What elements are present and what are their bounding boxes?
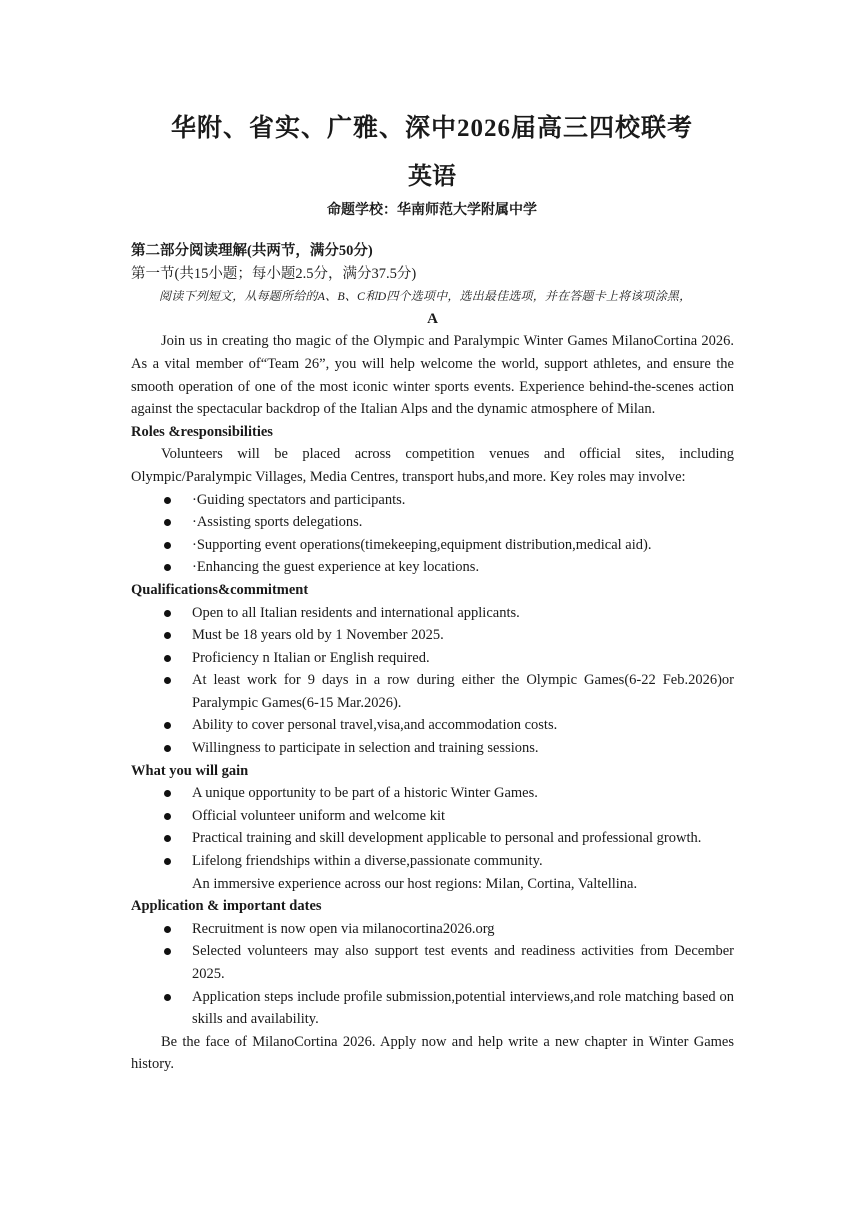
roles-item: ·Supporting event operations(timekeeping,equipment distribution,medical aid). bbox=[192, 536, 652, 553]
gain-heading: What you will gain bbox=[131, 762, 249, 779]
qualification-item: Open to all Italian residents and international applicants. bbox=[192, 604, 520, 621]
gain-list bbox=[131, 782, 734, 872]
qualification-item: Must be 18 years old by 1 November 2025. bbox=[192, 627, 444, 644]
gain-item: Practical training and skill development applicable to personal and professional growth. bbox=[192, 830, 702, 847]
passage-letter: A bbox=[427, 310, 438, 327]
roles-list bbox=[131, 489, 734, 579]
setter-school: 命题学校：华南师范大学附属中学 bbox=[327, 203, 537, 218]
exam-subject: 英语 bbox=[408, 164, 456, 190]
qualification-item: Willingness to participate in selection and training sessions. bbox=[192, 740, 539, 757]
bullet-icon bbox=[164, 790, 171, 797]
application-item: Application steps include profile submission,potential interviews,and role matching based on skills and availability. bbox=[192, 988, 734, 1028]
list-item bbox=[131, 647, 734, 670]
qualifications-list bbox=[131, 602, 734, 760]
list-item bbox=[131, 669, 734, 714]
application-list bbox=[131, 918, 734, 1031]
list-item bbox=[131, 986, 734, 1031]
bullet-icon bbox=[164, 655, 171, 662]
application-heading: Application & important dates bbox=[131, 898, 322, 915]
bullet-icon bbox=[164, 722, 171, 729]
list-item bbox=[131, 805, 734, 828]
list-item bbox=[131, 624, 734, 647]
gain-item: Official volunteer uniform and welcome kit bbox=[192, 807, 445, 824]
roles-heading: Roles &responsibilities bbox=[131, 423, 273, 440]
list-item bbox=[131, 918, 734, 941]
bullet-icon bbox=[164, 926, 171, 933]
instruction-text: 阅读下列短文，从每题所给的A、B、C和D四个选项中，选出最佳选项，并在答题卡上将该项涂黑， bbox=[159, 289, 692, 304]
list-item bbox=[131, 782, 734, 805]
bullet-icon bbox=[164, 564, 171, 571]
list-item bbox=[131, 737, 734, 760]
list-item bbox=[131, 534, 734, 557]
closing-paragraph: Be the face of MilanoCortina 2026. Apply now and help write a new chapter in Winter Games history. bbox=[131, 1033, 734, 1073]
qualification-item: At least work for 9 days in a row during either the Olympic Games(6-22 Feb.2026)or Paralympic Games(6-15 Mar.2026). bbox=[192, 672, 734, 711]
bullet-icon bbox=[164, 519, 171, 526]
list-item bbox=[131, 827, 734, 850]
part-label: 第二部分阅读理解(共两节，满分50分) bbox=[131, 243, 373, 259]
qualification-item: Proficiency n Italian or English required. bbox=[192, 649, 430, 666]
list-item bbox=[131, 714, 734, 737]
bullet-icon bbox=[164, 745, 171, 752]
bullet-icon bbox=[164, 677, 171, 684]
bullet-icon bbox=[164, 858, 171, 865]
application-item: Selected volunteers may also support test events and readiness activities from December 2025. bbox=[192, 943, 734, 982]
roles-item: ·Assisting sports delegations. bbox=[192, 514, 363, 531]
section-label: 第一节(共15小题；每小题2.5分，满分37.5分) bbox=[131, 265, 417, 282]
list-item bbox=[131, 511, 734, 534]
roles-text: Volunteers will be placed across competition venues and official sites, including Olympic/Paralympic Villages, Media Centres, transport hubs,and more. Key roles may involve: bbox=[131, 446, 734, 485]
exam-content bbox=[131, 240, 734, 1076]
bullet-icon bbox=[164, 994, 171, 1001]
list-item bbox=[131, 489, 734, 512]
bullet-icon bbox=[164, 632, 171, 639]
qualifications-heading: Qualifications&commitment bbox=[131, 581, 309, 598]
exam-title: 华附、省实、广雅、深中2026届高三四校联考 bbox=[170, 115, 693, 142]
list-item bbox=[131, 602, 734, 625]
bullet-icon bbox=[164, 497, 171, 504]
application-item: Recruitment is now open via milanocortina2026.org bbox=[192, 920, 495, 937]
list-item bbox=[131, 850, 734, 873]
roles-item: ·Guiding spectators and participants. bbox=[192, 491, 406, 508]
gain-extra: An immersive experience across our host regions: Milan, Cortina, Valtellina. bbox=[192, 875, 638, 892]
bullet-icon bbox=[164, 813, 171, 820]
roles-item: ·Enhancing the guest experience at key locations. bbox=[192, 559, 480, 576]
bullet-icon bbox=[164, 610, 171, 617]
bullet-icon bbox=[164, 948, 171, 955]
qualification-item: Ability to cover personal travel,visa,and accommodation costs. bbox=[192, 717, 558, 734]
bullet-icon bbox=[164, 542, 171, 549]
list-item bbox=[131, 940, 734, 985]
passage-intro: Join us in creating tho magic of the Olympic and Paralympic Winter Games MilanoCortina 2026. As a vital member of“Team 26”, you will help welcome the world, support athletes, and ensure the smooth operation of one of the most iconic winter sports events. Experience behind-the-scenes action against the spectacular backdrop of the Italian Alps and the dynamic atmosphere of Milan. bbox=[131, 333, 734, 418]
bullet-icon bbox=[164, 835, 171, 842]
list-item bbox=[131, 556, 734, 579]
gain-item: A unique opportunity to be part of a historic Winter Games. bbox=[192, 785, 538, 802]
gain-item: Lifelong friendships within a diverse,passionate community. bbox=[192, 853, 543, 870]
